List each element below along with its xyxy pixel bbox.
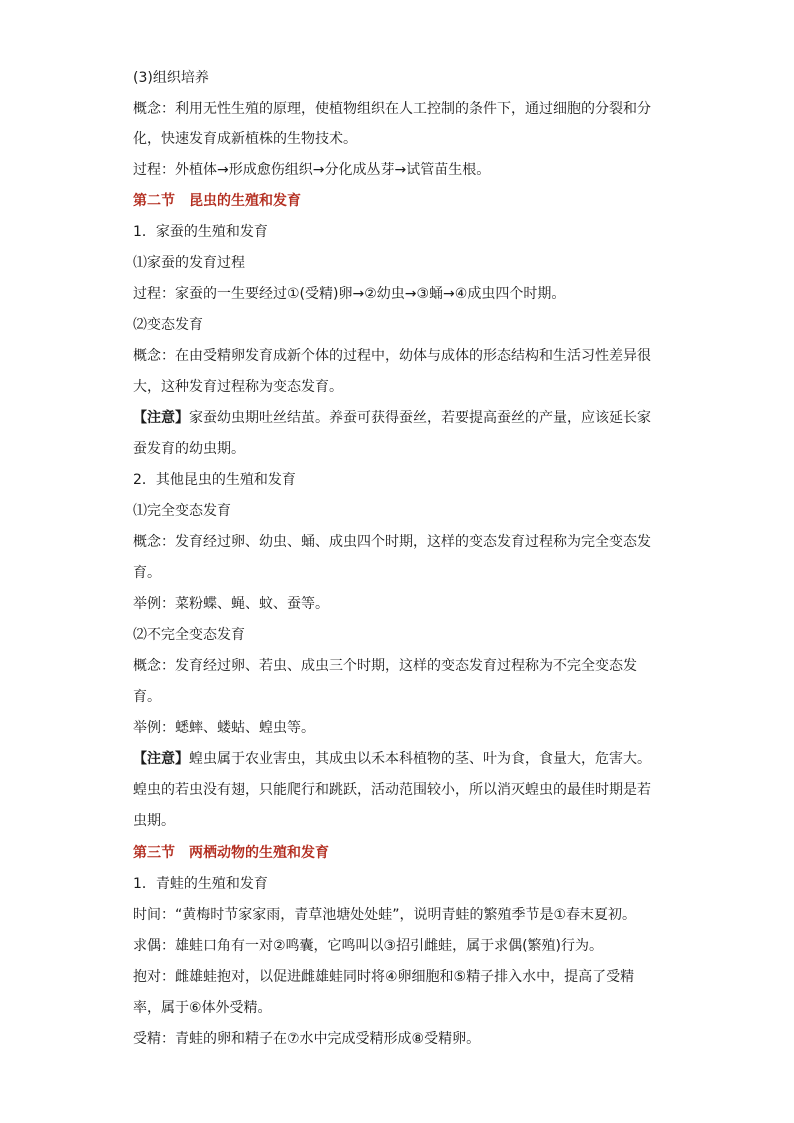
note-text: 蝗虫属于农业害虫，其成虫以禾本科植物的茎、叶为食，食量大，危害大。 (189, 751, 651, 767)
subsection-title: ⑵不完全变态发育 (133, 627, 245, 643)
subsection-title-tissue-culture: (3)组织培养 (133, 70, 209, 86)
note-tag: 【注意】 (133, 751, 189, 767)
note-text: 家蚕幼虫期吐丝结茧。养蚕可获得蚕丝，若要提高蚕丝的产量，应该延长家 (189, 410, 651, 426)
paragraph-line: 率，属于⑥体外受精。 (133, 1000, 272, 1016)
paragraph-line: 举例：蟋蟀、蝼蛄、蝗虫等。 (133, 720, 315, 736)
paragraph-line: 过程：外植体→形成愈伤组织→分化成丛芽→试管苗生根。 (133, 162, 491, 178)
paragraph-line: 化，快速发育成新植株的生物技术。 (133, 131, 357, 147)
paragraph-line: 举例：菜粉蝶、蝇、蚊、蚕等。 (133, 596, 329, 612)
paragraph-line: 概念：利用无性生殖的原理，使植物组织在人工控制的条件下，通过细胞的分裂和分 (133, 101, 651, 117)
paragraph-line: 大，这种发育过程称为变态发育。 (133, 379, 343, 395)
note-line (133, 749, 673, 769)
section-heading-insects: 第二节 昆虫的生殖和发育 (133, 193, 301, 209)
paragraph-line: 概念：发育经过卵、幼虫、蛹、成虫四个时期，这样的变态发育过程称为完全变态发 (133, 534, 651, 550)
subsection-title: ⑴家蚕的发育过程 (133, 255, 245, 271)
paragraph-line: 求偶：雄蛙口角有一对②鸣囊，它鸣叫以③招引雌蛙，属于求偶(繁殖)行为。 (133, 938, 604, 954)
paragraph-line: 虫期。 (133, 813, 175, 829)
paragraph-line: 育。 (133, 689, 161, 705)
section-heading-amphibians: 第三节 两栖动物的生殖和发育 (133, 845, 329, 861)
paragraph-line: 概念：在由受精卵发育成新个体的过程中，幼体与成体的形态结构和生活习性差异很 (133, 348, 651, 364)
paragraph-line: 受精：青蛙的卵和精子在⑦水中完成受精形成⑧受精卵。 (133, 1031, 481, 1047)
paragraph-line: 过程：家蚕的一生要经过①(受精)卵→②幼虫→③蛹→④成虫四个时期。 (133, 286, 566, 302)
paragraph-line: 抱对：雌雄蛙抱对，以促进雌雄蛙同时将④卵细胞和⑤精子排入水中，提高了受精 (133, 969, 635, 985)
paragraph-line: 时间：“黄梅时节家家雨，青草池塘处处蛙”，说明青蛙的繁殖季节是①春末夏初。 (133, 907, 637, 923)
paragraph-line: 育。 (133, 565, 161, 581)
paragraph-line: 蝗虫的若虫没有翅，只能爬行和跳跃，活动范围较小，所以消灭蝗虫的最佳时期是若 (133, 782, 651, 798)
note-line (133, 408, 673, 428)
subsection-title: ⑵变态发育 (133, 317, 203, 333)
subsection-title-other-insects: 2．其他昆虫的生殖和发育 (133, 472, 296, 488)
subsection-title-silkworm: 1．家蚕的生殖和发育 (133, 224, 268, 240)
note-tag: 【注意】 (133, 410, 189, 426)
paragraph-line: 概念：发育经过卵、若虫、成虫三个时期，这样的变态发育过程称为不完全变态发 (133, 658, 637, 674)
paragraph-line: 蚕发育的幼虫期。 (133, 441, 245, 457)
subsection-title-frog: 1．青蛙的生殖和发育 (133, 876, 268, 892)
subsection-title: ⑴完全变态发育 (133, 503, 231, 519)
